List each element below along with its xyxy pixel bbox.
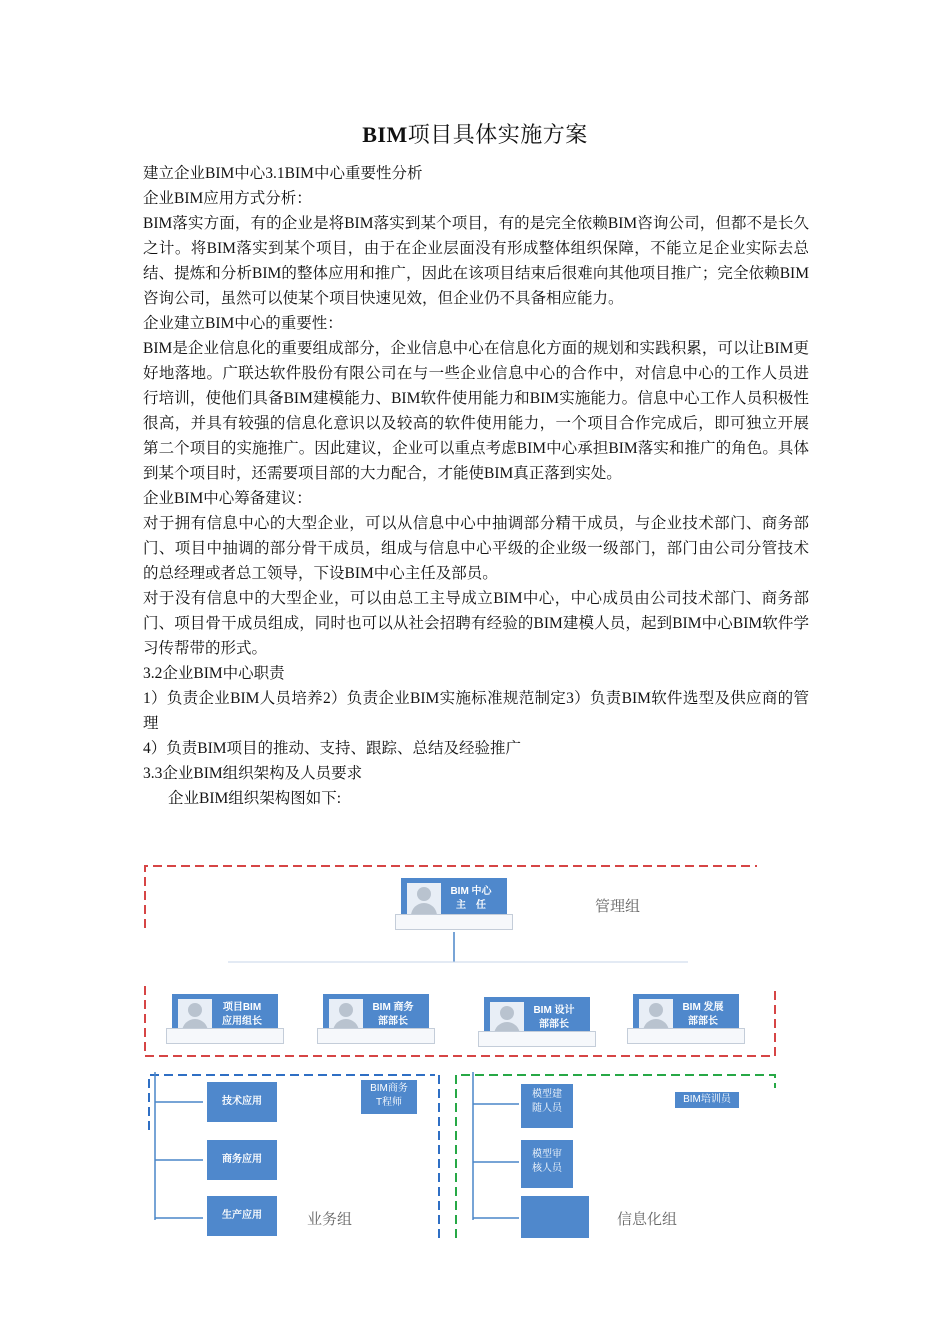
manager-card-commerce: BIM 商务 部部长: [323, 994, 429, 1036]
paragraph: 3.2企业BIM中心职责: [143, 665, 285, 682]
page-title: BIM项目具体实施方案: [362, 122, 588, 147]
unit-tech-application: 技术应用: [207, 1082, 277, 1122]
avatar: [407, 883, 441, 917]
info-unit: [521, 1196, 589, 1238]
commerce-engineer: BIM商务 T程师: [361, 1080, 417, 1114]
paragraph: 1）负责企业BIM人员培养2）负责企业BIM实施标准规范制定3）负责BIM软件选型及供应商的管理: [143, 690, 809, 732]
figure-caption: 企业BIM组织架构图如下:: [168, 790, 342, 807]
paragraph: 4）负责BIM项目的推动、支持、跟踪、总结及经验推广: [143, 740, 522, 757]
paragraph: 3.3企业BIM组织架构及人员要求: [143, 765, 363, 782]
model-reviewer: 模型审 核人员: [521, 1140, 573, 1188]
paragraph: 企业BIM应用方式分析：: [143, 190, 312, 207]
manager-card-project: 项目BIM 应用组长: [172, 994, 278, 1036]
org-chart: [143, 860, 783, 1250]
paragraph: BIM是企业信息化的重要组成部分，企业信息中心在信息化方面的规划和实践积累，可以让BIM更好地落地。广联达软件股份有限公司在与一些企业信息中心的合作中，对信息中心的工作人员进行培训，使他们具备BIM建模能力、BIM软件使用能力和BIM实施能力。信息中心工作人员积极性很高，并具有较强的信息化意识以及较高的软件使用能力，一个项目合作完成后，即可独立开展第二个项目的实施推广。因此建议，企业可以重点考虑BIM中心承担BIM落实和推广的角色。具体到某个项目时，还需要项目部的大力配合，才能使BIM真正落到实处。: [143, 340, 809, 482]
business-group-label: 业务组: [307, 1211, 353, 1228]
bim-trainer: BIM培训员: [675, 1092, 739, 1108]
paragraph: BIM落实方面，有的企业是将BIM落实到某个项目，有的是完全依赖BIM咨询公司，但都不是长久之计。将BIM落实到某个项目，由于在企业层面没有形成整体组织保障，不能立足企业实际去总结、提炼和分析BIM的整体应用和推广，因此在该项目结束后很难向其他项目推广；完全依赖BIM咨询公司，虽然可以使某个项目快速见效，但企业仍不具备相应能力。: [143, 215, 809, 307]
model-builder: 模型建 随人员: [521, 1084, 573, 1128]
paragraph: 对于没有信息中的大型企业，可以由总工主导成立BIM中心，中心成员由公司技术部门、商务部门、项目骨干成员组成，同时也可以从社会招聘有经验的BIM建模人员，起到BIM中心BIM软件学习传帮带的形式。: [143, 590, 809, 657]
manager-card-development: BIM 发展 部部长: [633, 994, 739, 1036]
bim-center-director-card: BIM 中心 主 任: [401, 878, 507, 922]
body-text: [143, 161, 809, 811]
paragraph: 建立企业BIM中心3.1BIM中心重要性分析: [143, 165, 423, 182]
paragraph: 对于拥有信息中心的大型企业，可以从信息中心中抽调部分精干成员，与企业技术部门、商务部门、项目中抽调的部分骨干成员，组成与信息中心平级的企业级一级部门，部门由公司分管技术的总经理或者总工领导，下设BIM中心主任及部员。: [143, 515, 809, 582]
unit-production-application: 生产应用: [207, 1196, 277, 1236]
info-group-label: 信息化组: [617, 1211, 678, 1228]
unit-commerce-application: 商务应用: [207, 1140, 277, 1180]
manager-card-design: BIM 设计 部部长: [484, 997, 590, 1039]
management-group-label: 管理组: [595, 898, 641, 915]
paragraph: 企业建立BIM中心的重要性：: [143, 315, 343, 332]
paragraph: 企业BIM中心筹备建议：: [143, 490, 312, 507]
